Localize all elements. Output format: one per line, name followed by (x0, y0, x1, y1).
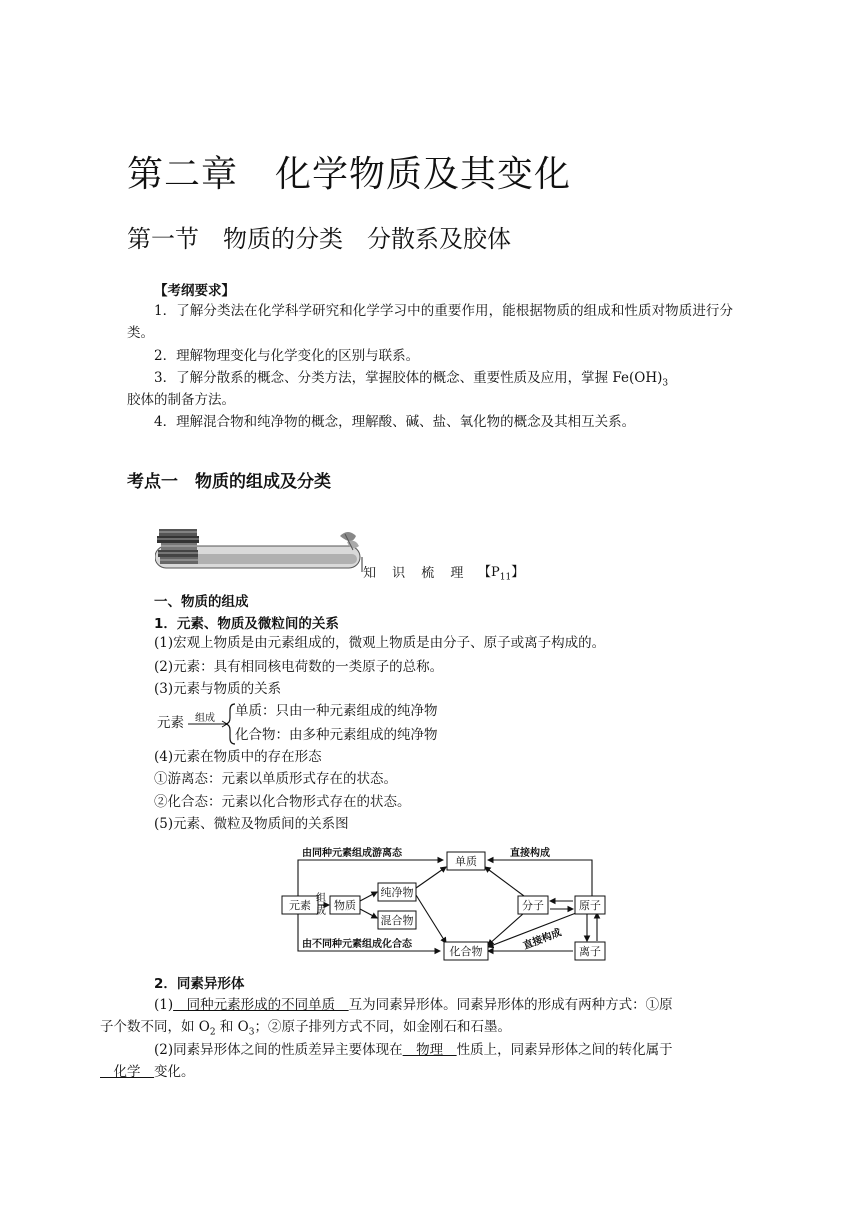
bracket-line-1: 单质：只由一种元素组成的纯净物 (235, 703, 438, 719)
paragraph-4: (4)元素在物质中的存在形态 (154, 749, 322, 765)
node-substance: 物质 (334, 899, 356, 912)
requirement-item-3-cont: 胶体的制备方法。 (127, 392, 235, 408)
banner-label: 知 识 梳 理 (363, 566, 470, 581)
question-2 (100, 1039, 733, 1083)
requirement-item-1: 1．了解分类法在化学科学研究和化学学习中的重要作用，能根据物质的组成和性质对物质进行分类。 (127, 303, 733, 341)
page-ref-suffix: 】 (511, 565, 525, 580)
part1-heading: 一、物质的组成 (154, 594, 249, 610)
page-reference (478, 561, 524, 583)
paragraph-7: (5)元素、微粒及物质间的关系图 (154, 816, 349, 832)
requirement-item-3-text: 3．了解分散系的概念、分类方法，掌握胶体的概念、重要性质及应用，掌握 Fe(OH) (154, 370, 663, 386)
diagram-compose-label-1: 组 (316, 893, 326, 904)
bracket-arrow-label: 组成 (195, 713, 215, 724)
requirement-item-4: 4．理解混合物和纯净物的概念，理解酸、碱、盐、氧化物的概念及其相互关系。 (154, 414, 636, 430)
node-molecule: 分子 (522, 899, 544, 912)
requirement-item-2: 2．理解物理变化与化学变化的区别与联系。 (154, 348, 420, 364)
paragraph-1: (1)宏观上物质是由元素组成的，微观上物质是由分子、原子或离子构成的。 (154, 635, 606, 651)
q1-text-2b: 和 O (215, 1019, 249, 1035)
paragraph-5: ①游离态：元素以单质形式存在的状态。 (154, 771, 397, 787)
o2-subscript: 2 (209, 1027, 216, 1038)
node-compound: 化合物 (449, 945, 483, 958)
q2-answer-blank-1: 物理 (402, 1042, 457, 1058)
paragraph-6: ②化合态：元素以化合物形式存在的状态。 (154, 794, 411, 810)
topic-title: 考点一 物质的组成及分类 (127, 472, 331, 492)
section-title: 第一节 物质的分类 分散系及胶体 (127, 225, 511, 253)
page-ref-sub: 11 (499, 572, 512, 583)
question-1 (100, 994, 733, 1044)
books-banner-graphic (155, 524, 370, 574)
q1-prefix: (1) (154, 997, 174, 1013)
requirements-heading: 【考纲要求】 (154, 283, 235, 299)
o3-subscript: 3 (248, 1027, 255, 1038)
sub2-heading: 2．同素异形体 (154, 976, 245, 992)
diagram-diagonal-label: 直接构成 (521, 927, 564, 952)
diagram-bottom-label: 由不同种元素组成化合态 (302, 939, 412, 950)
node-atom: 原子 (579, 899, 601, 912)
node-element: 元素 (289, 899, 311, 912)
relation-diagram (280, 843, 610, 963)
q2-text-1a: (2)同素异形体之间的性质差异主要体现在 (154, 1042, 403, 1058)
chapter-title: 第二章 化学物质及其变化 (127, 154, 572, 195)
bracket-arrow-graphic (186, 700, 236, 750)
q1-text-2c: ；②原子排列方式不同，如金刚石和石墨。 (254, 1019, 511, 1035)
q1-answer-blank: 同种元素形成的不同单质 (173, 997, 349, 1013)
paragraph-2: (2)元素：具有相同核电荷数的一类原子的总称。 (154, 659, 444, 675)
subscript: 3 (662, 378, 669, 389)
diagram-top-right-label: 直接构成 (510, 848, 550, 859)
bracket-left-label: 元素 (157, 715, 184, 731)
q2-text-2: 变化。 (154, 1064, 195, 1080)
node-mixture: 混合物 (380, 914, 414, 927)
node-pure: 纯净物 (380, 886, 414, 899)
q2-text-1b: 性质上，同素异形体之间的转化属于 (456, 1042, 673, 1058)
bracket-line-2: 化合物：由多种元素组成的纯净物 (235, 727, 438, 743)
sub1-heading: 1．元素、物质及微粒间的关系 (154, 616, 339, 632)
node-simple: 单质 (455, 855, 477, 868)
diagram-compose-label-2: 成 (316, 906, 326, 917)
q2-answer-blank-2: 化学 (100, 1064, 154, 1080)
q1-text-2a: 子个数不同，如 O (100, 1019, 210, 1035)
diagram-top-left-label: 由同种元素组成游离态 (302, 848, 402, 859)
page-ref-prefix: 【P (478, 565, 500, 580)
books-icon (157, 529, 199, 564)
knowledge-banner (155, 524, 370, 574)
q1-text-1: 互为同素异形体。同素异形体的形成有两种方式：①原 (348, 997, 673, 1013)
paragraph-3: (3)元素与物质的关系 (154, 681, 282, 697)
node-ion: 离子 (579, 945, 601, 958)
